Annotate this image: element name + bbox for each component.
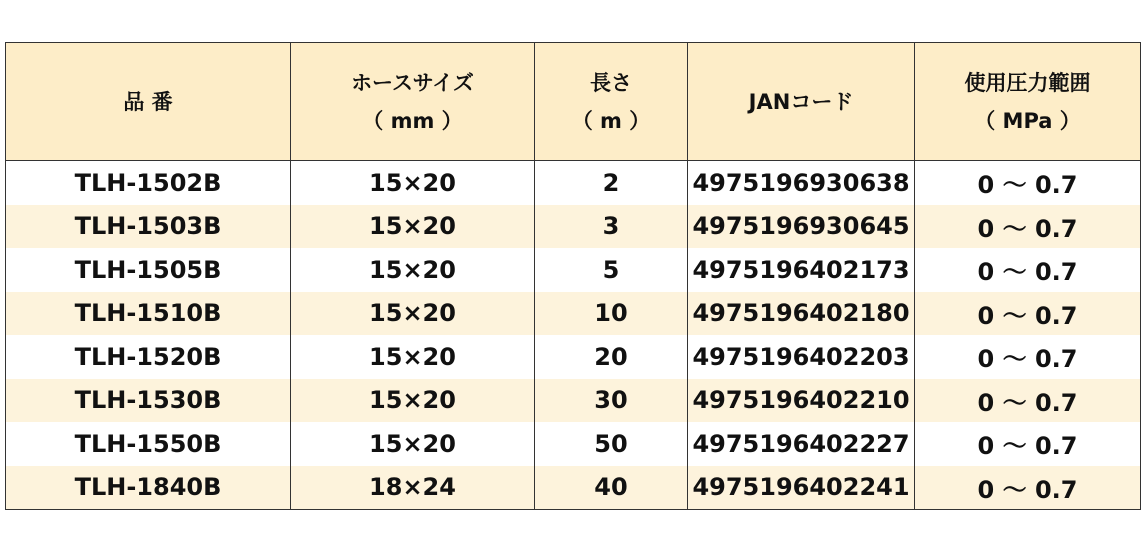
header-length-label: 長さ (590, 70, 632, 95)
cell-product-number: TLH-1520B (6, 335, 291, 379)
header-jan-code (688, 43, 915, 161)
cell-length: 10 (535, 292, 688, 336)
cell-hose-size: 18×24 (291, 466, 535, 510)
cell-length: 50 (535, 422, 688, 466)
cell-pressure-range: 0 ～ 0.7 (915, 205, 1141, 249)
cell-pressure-range: 0 ～ 0.7 (915, 292, 1141, 336)
cell-length: 5 (535, 248, 688, 292)
cell-product-number: TLH-1510B (6, 292, 291, 336)
table-row (6, 161, 1141, 205)
header-hose-size-unit: （ mm ） (362, 108, 463, 133)
table-header (6, 43, 1141, 161)
cell-pressure-range: 0 ～ 0.7 (915, 248, 1141, 292)
cell-jan-code: 4975196402241 (688, 466, 915, 510)
cell-jan-code: 4975196402173 (688, 248, 915, 292)
table-row (6, 466, 1141, 510)
table-row (6, 335, 1141, 379)
cell-jan-code: 4975196402227 (688, 422, 915, 466)
cell-pressure-range: 0 ～ 0.7 (915, 379, 1141, 423)
table-body (6, 161, 1141, 510)
header-product-number-label: 品 番 (123, 89, 173, 114)
cell-hose-size: 15×20 (291, 379, 535, 423)
header-pressure-range-label: 使用圧力範囲 (964, 70, 1091, 95)
cell-product-number: TLH-1503B (6, 205, 291, 249)
cell-product-number: TLH-1502B (6, 161, 291, 205)
cell-hose-size: 15×20 (291, 205, 535, 249)
cell-product-number: TLH-1530B (6, 379, 291, 423)
table-row (6, 205, 1141, 249)
cell-jan-code: 4975196930638 (688, 161, 915, 205)
cell-jan-code: 4975196402180 (688, 292, 915, 336)
cell-length: 30 (535, 379, 688, 423)
cell-hose-size: 15×20 (291, 335, 535, 379)
cell-pressure-range: 0 ～ 0.7 (915, 335, 1141, 379)
cell-pressure-range: 0 ～ 0.7 (915, 466, 1141, 510)
cell-jan-code: 4975196402210 (688, 379, 915, 423)
table-row (6, 422, 1141, 466)
cell-jan-code: 4975196930645 (688, 205, 915, 249)
table-row (6, 248, 1141, 292)
cell-hose-size: 15×20 (291, 292, 535, 336)
cell-hose-size: 15×20 (291, 422, 535, 466)
header-row (6, 43, 1141, 161)
header-pressure-range-unit: （ MPa ） (974, 108, 1081, 133)
cell-product-number: TLH-1840B (6, 466, 291, 510)
cell-product-number: TLH-1505B (6, 248, 291, 292)
cell-hose-size: 15×20 (291, 161, 535, 205)
cell-hose-size: 15×20 (291, 248, 535, 292)
header-hose-size (291, 43, 535, 161)
cell-pressure-range: 0 ～ 0.7 (915, 161, 1141, 205)
header-product-number (6, 43, 291, 161)
cell-length: 40 (535, 466, 688, 510)
cell-product-number: TLH-1550B (6, 422, 291, 466)
product-spec-table (5, 42, 1141, 510)
cell-length: 20 (535, 335, 688, 379)
cell-length: 2 (535, 161, 688, 205)
table-row (6, 379, 1141, 423)
table-row (6, 292, 1141, 336)
header-jan-code-label: JANコード (748, 89, 854, 114)
cell-jan-code: 4975196402203 (688, 335, 915, 379)
cell-pressure-range: 0 ～ 0.7 (915, 422, 1141, 466)
header-pressure-range (915, 43, 1141, 161)
cell-length: 3 (535, 205, 688, 249)
header-length-unit: （ m ） (571, 108, 651, 133)
header-length (535, 43, 688, 161)
header-hose-size-label: ホースサイズ (351, 70, 474, 95)
